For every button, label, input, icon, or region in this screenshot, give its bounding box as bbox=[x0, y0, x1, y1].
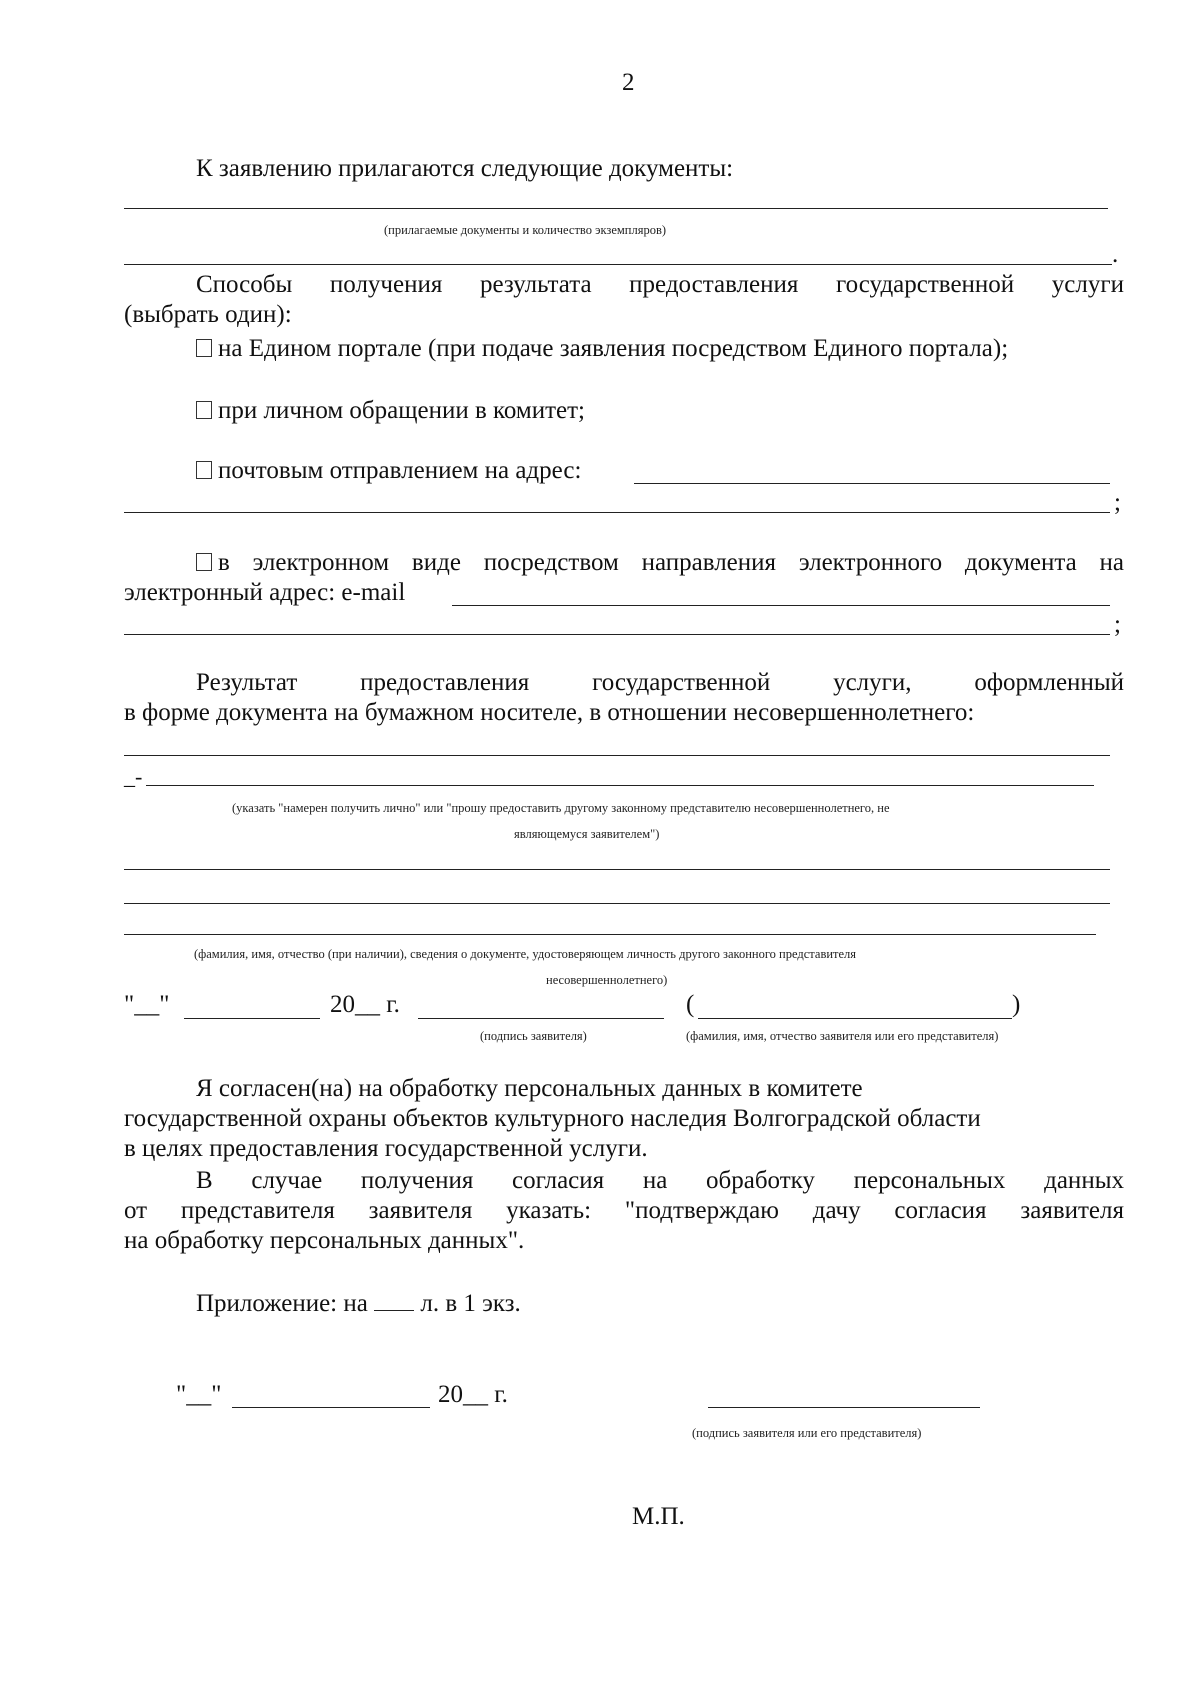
attachments-caption: (прилагаемые документы и количество экземпляров) bbox=[384, 223, 667, 237]
sig2-caption: (подпись заявителя или его представителя) bbox=[692, 1426, 922, 1440]
sig1-open-paren: ( bbox=[686, 991, 695, 1018]
result-line-a[interactable] bbox=[124, 755, 1110, 756]
email-semicolon: ; bbox=[1114, 611, 1121, 638]
rep-caption-line1: (фамилия, имя, отчество (при наличии), сведения о документе, удостоверяющем личность другого законного представителя bbox=[194, 947, 857, 961]
consent-rep-line3: на обработку персональных данных". bbox=[124, 1227, 525, 1254]
result-caption-line2: являющемуся заявителем") bbox=[514, 827, 660, 841]
sig2-month-line[interactable] bbox=[232, 1407, 430, 1408]
result-caption-line1: (указать "намерен получить лично" или "прошу предоставить другому законному представителю несовершеннолетнего, не bbox=[232, 801, 890, 815]
appendix-suffix: л. в 1 экз. bbox=[420, 1290, 521, 1317]
appendix bbox=[196, 1288, 521, 1319]
result-line-e[interactable] bbox=[124, 934, 1096, 935]
mail-address-line-2[interactable] bbox=[124, 512, 1110, 513]
consent-rep-line2: от представителя заявителя указать: "подтверждаю дачу согласия заявителя bbox=[124, 1197, 1124, 1224]
methods-heading-line2: (выбрать один): bbox=[124, 301, 292, 328]
appendix-sheets-field[interactable] bbox=[374, 1288, 414, 1311]
email-line-1[interactable] bbox=[452, 605, 1110, 606]
result-line-d[interactable] bbox=[124, 903, 1110, 904]
email-line-2[interactable] bbox=[124, 634, 1110, 635]
consent-rep-line1: В случае получения согласия на обработку персональных данных bbox=[196, 1167, 1124, 1194]
sig1-signature-line[interactable] bbox=[418, 1018, 664, 1019]
consent-line1: Я согласен(на) на обработку персональных данных в комитете bbox=[196, 1075, 863, 1102]
option-email-label-line2: электронный адрес: e-mail bbox=[124, 579, 406, 606]
sig1-year: 20__ г. bbox=[330, 991, 400, 1018]
mail-semicolon: ; bbox=[1114, 489, 1121, 516]
sig1-caption-name: (фамилия, имя, отчество заявителя или его представителя) bbox=[686, 1029, 999, 1043]
result-line1: Результат предоставления государственной услуги, оформленный bbox=[196, 669, 1124, 696]
option-mail-label: почтовым отправлением на адрес: bbox=[218, 457, 582, 484]
option-personal-label: при личном обращении в комитет; bbox=[218, 397, 586, 424]
methods-heading-line1: Способы получения результата предоставления государственной услуги bbox=[196, 271, 1124, 298]
option-portal-label: на Едином портале (при подаче заявления посредством Единого портала); bbox=[218, 335, 1009, 362]
attachments-end-mark: . bbox=[1112, 241, 1119, 268]
option-portal[interactable] bbox=[196, 334, 1008, 364]
checkbox-email[interactable] bbox=[196, 553, 212, 571]
checkbox-portal[interactable] bbox=[196, 339, 212, 357]
sig1-quote: "__" bbox=[124, 991, 170, 1018]
checkbox-personal[interactable] bbox=[196, 401, 212, 419]
consent-line2: государственной охраны объектов культурного наследия Волгоградской области bbox=[124, 1105, 981, 1132]
appendix-prefix: Приложение: на bbox=[196, 1290, 368, 1317]
sig1-close-paren: ) bbox=[1012, 991, 1021, 1018]
option-email-label-line1: в электронном виде посредством направления электронного документа на bbox=[218, 549, 1124, 576]
page-number: 2 bbox=[622, 69, 635, 96]
consent-line3: в целях предоставления государственной услуги. bbox=[124, 1135, 648, 1162]
checkbox-mail[interactable] bbox=[196, 461, 212, 479]
sig1-month-line[interactable] bbox=[184, 1018, 320, 1019]
attachments-line-2[interactable] bbox=[124, 264, 1112, 265]
result-line-b[interactable] bbox=[146, 785, 1094, 786]
sig2-quote: "__" bbox=[176, 1381, 222, 1408]
option-mail[interactable] bbox=[196, 456, 581, 486]
option-personal[interactable] bbox=[196, 396, 585, 426]
result-line-c[interactable] bbox=[124, 869, 1110, 870]
mail-address-line-1[interactable] bbox=[634, 483, 1110, 484]
rep-caption-line2: несовершеннолетнего) bbox=[546, 973, 668, 987]
attachments-heading: К заявлению прилагаются следующие документы: bbox=[196, 155, 734, 182]
result-line2: в форме документа на бумажном носителе, в отношении несовершеннолетнего: bbox=[124, 699, 975, 726]
sig2-signature-line[interactable] bbox=[708, 1407, 980, 1408]
stamp-mark: М.П. bbox=[632, 1503, 685, 1530]
sig1-name-line[interactable] bbox=[698, 1018, 1012, 1019]
attachments-line-1[interactable] bbox=[124, 208, 1108, 209]
result-dash-mark: _- bbox=[124, 764, 143, 789]
sig2-year: 20__ г. bbox=[438, 1381, 508, 1408]
option-email[interactable] bbox=[196, 548, 1124, 578]
sig1-caption-signature: (подпись заявителя) bbox=[480, 1029, 587, 1043]
